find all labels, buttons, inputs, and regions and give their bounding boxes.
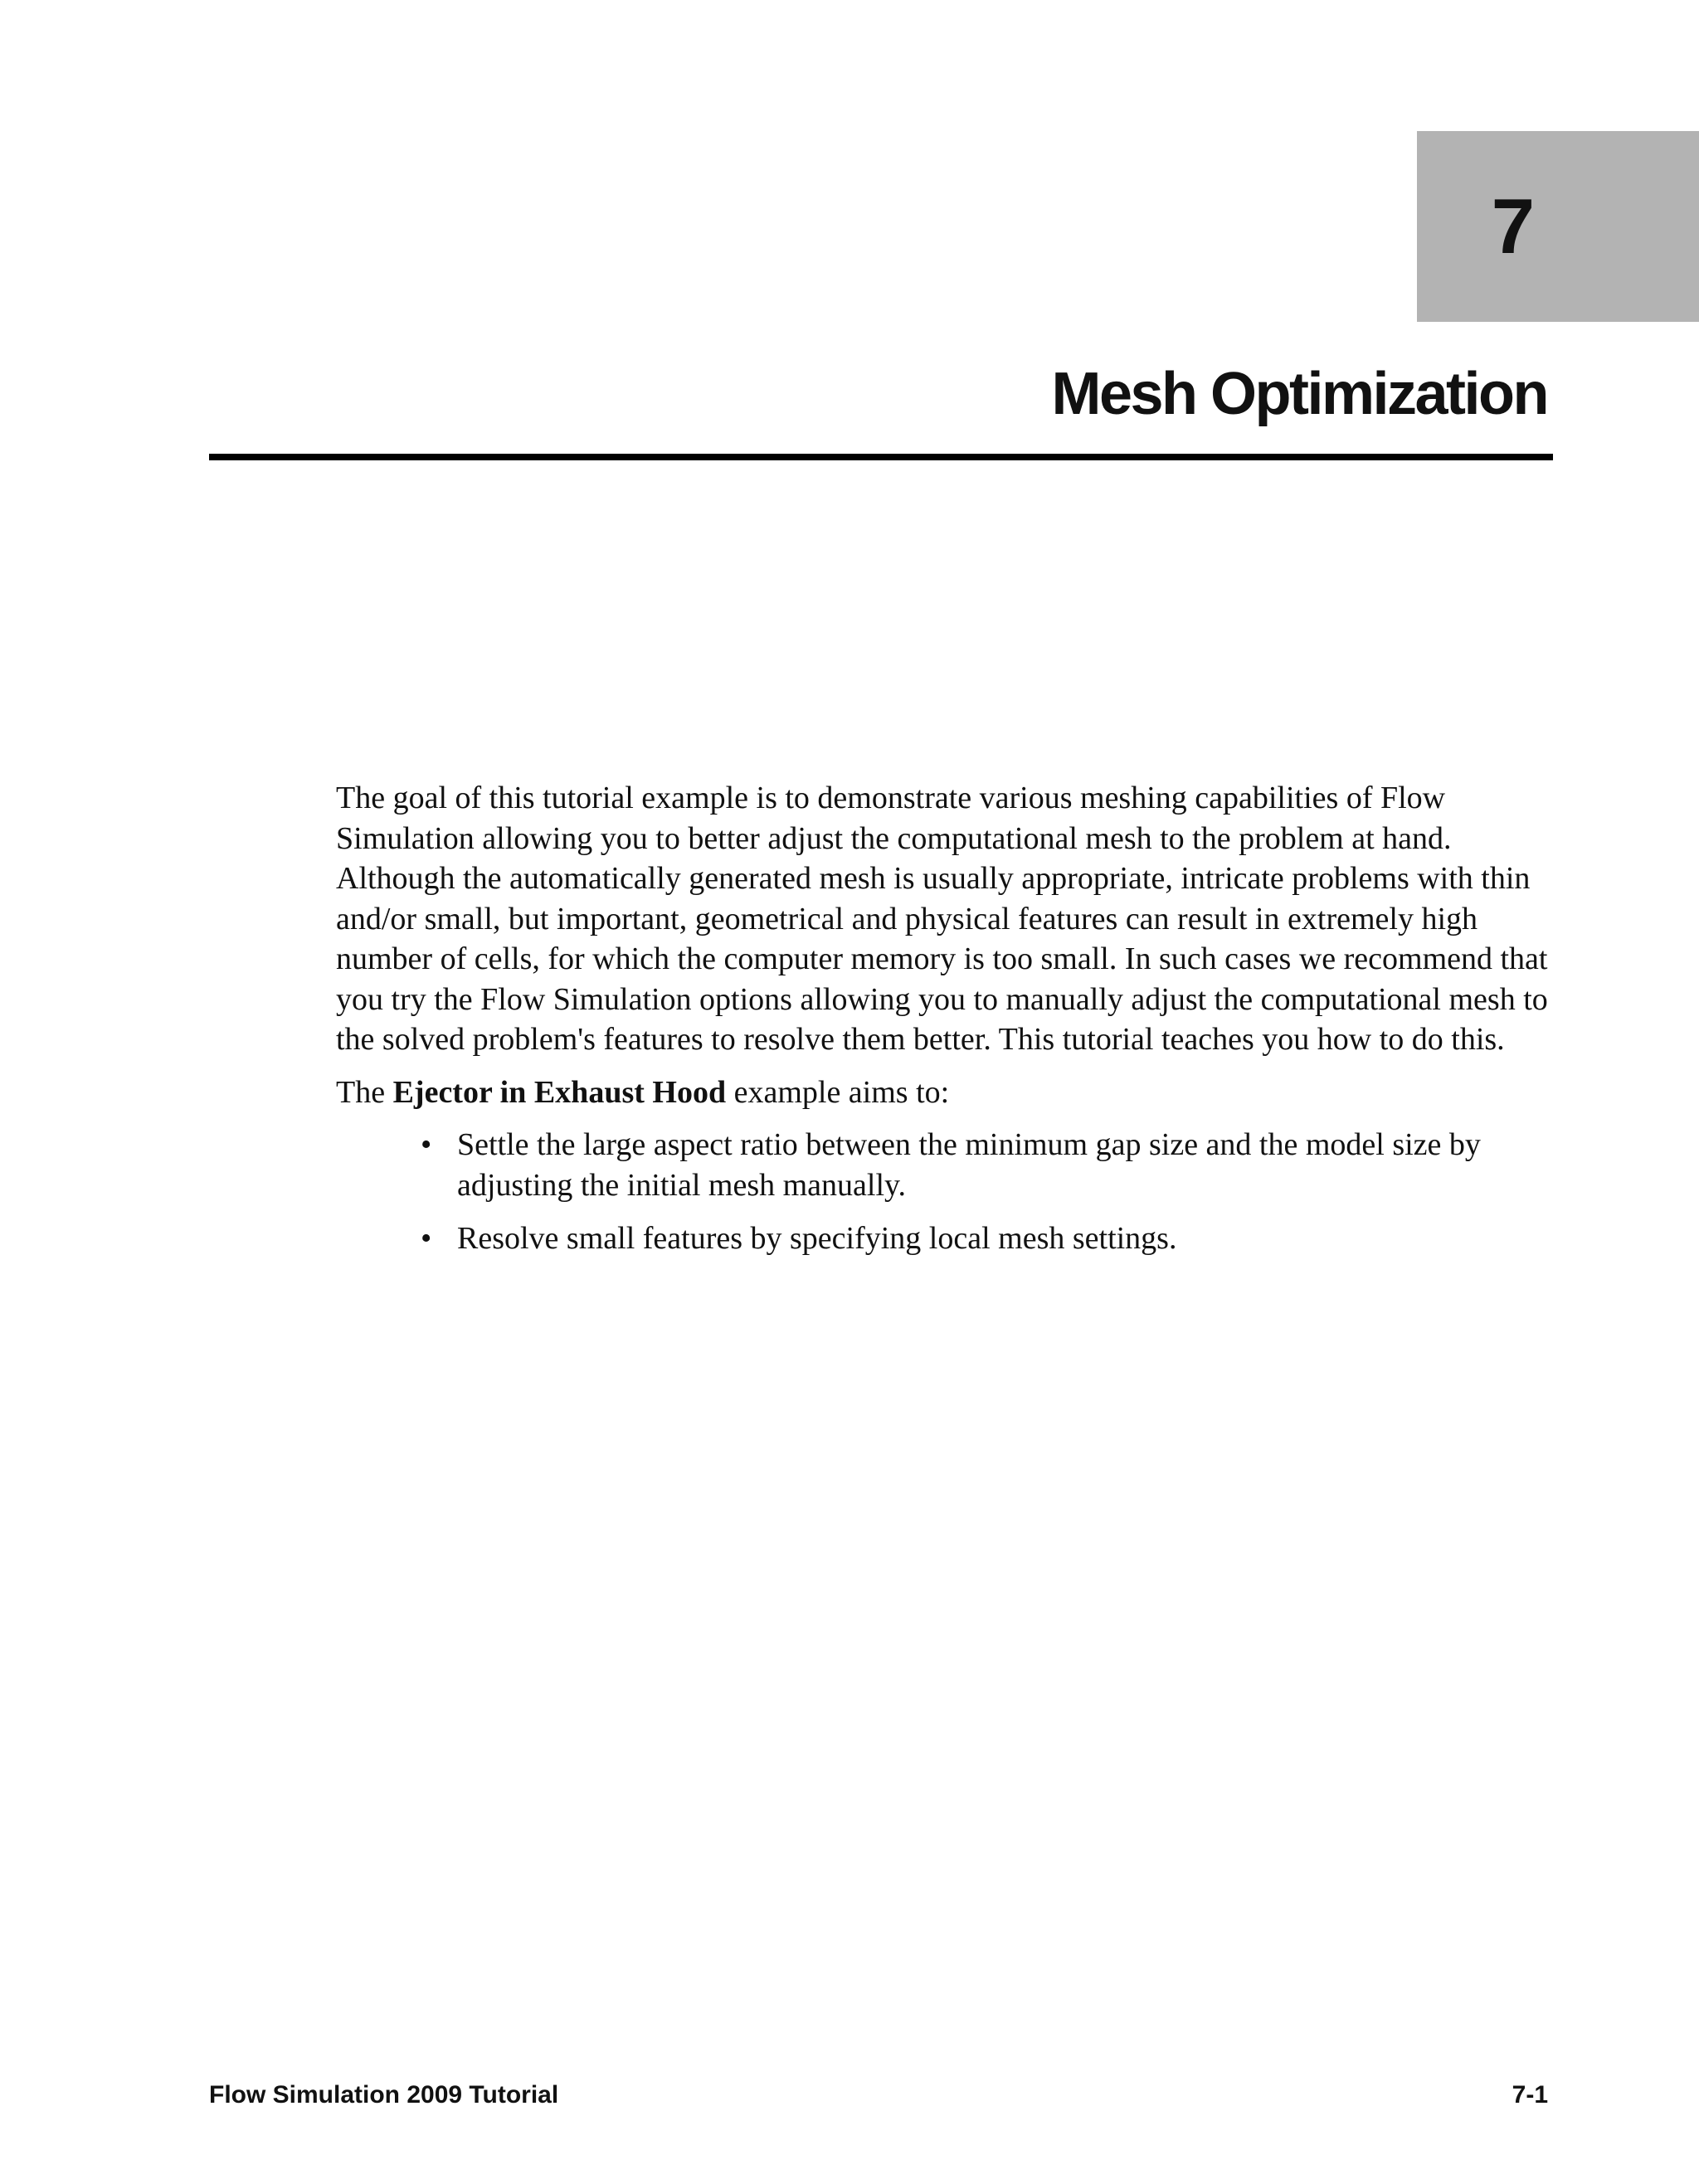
bullet-icon: • — [421, 1127, 432, 1162]
title-rule — [209, 454, 1553, 460]
list-item — [421, 1218, 1551, 1259]
intro-paragraph: The goal of this tutorial example is to demonstrate various meshing capabilities of Flow Simulation allowing you to better adjust the computational mesh to the problem at hand. Although the automatically generated mesh is usually appropriate, intricate problems with thin and/or small, but important, geometrical and physical features can result in extremely high number of cells, for which the computer memory is too small. In such cases we recommend that you try the Flow Simulation options allowing you to manually adjust the computational mesh to the solved problem's features to resolve them better. This tutorial teaches you how to do this. — [336, 781, 1548, 1057]
example-name: Ejector in Exhaust Hood — [392, 1074, 727, 1110]
aims-paragraph — [336, 1073, 1551, 1113]
body-text — [336, 778, 1551, 1272]
page-number: 7-1 — [1512, 2081, 1548, 2109]
aims-prefix: The — [336, 1074, 393, 1110]
list-item-text: Resolve small features by specifying local mesh settings. — [457, 1221, 1177, 1256]
list-item — [421, 1125, 1551, 1205]
chapter-number: 7 — [1491, 182, 1535, 270]
footer-title: Flow Simulation 2009 Tutorial — [209, 2081, 559, 2109]
list-item-text: Settle the large aspect ratio between the minimum gap size and the model size by adjusting the initial mesh manually. — [457, 1127, 1481, 1203]
aims-suffix: example aims to: — [726, 1074, 950, 1110]
bullet-icon: • — [421, 1221, 432, 1256]
aims-list — [336, 1125, 1551, 1259]
chapter-title: Mesh Optimization — [1051, 361, 1547, 427]
